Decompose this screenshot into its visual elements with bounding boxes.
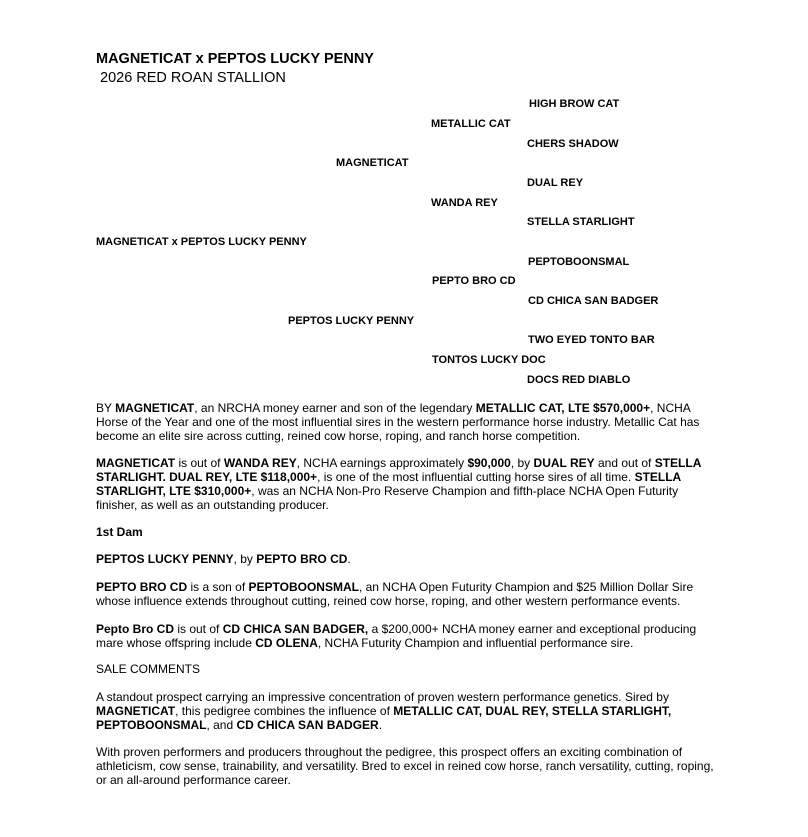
pedigree-subject: MAGNETICAT x PEPTOS LUCKY PENNY — [96, 236, 307, 248]
pedigree-sire-sire: METALLIC CAT — [431, 118, 511, 130]
pedigree-dam-dam-dam: DOCS RED DIABLO — [527, 374, 631, 386]
paragraph-sire-dam: MAGNETICAT is out of WANDA REY, NCHA earnings approximately $90,000, by DUAL REY and out of STELLA STARLIGHT. DUAL REY, LTE $118,000+, is one of the most influential cutting horse sires of all time. STELLA STARLIGHT, LTE $310,000+, was an NCHA Non-Pro Reserve Champion and fifth-place NCHA Open Futurity finisher, as well as an outstanding producer. — [96, 456, 701, 512]
pedigree-dam-dam-sire: TWO EYED TONTO BAR — [528, 334, 655, 346]
pedigree-sire-dam-dam: STELLA STARLIGHT — [527, 216, 635, 228]
pedigree-dam-dam: TONTOS LUCKY DOC — [432, 354, 546, 366]
paragraph-dam-sire-dam: Pepto Bro CD is out of CD CHICA SAN BADGER, a $200,000+ NCHA money earner and exceptional producing mare whose offspring include CD OLENA, NCHA Futurity Champion and influential performance sire. — [96, 622, 697, 650]
pedigree-dam-sire-dam: CD CHICA SAN BADGER — [528, 295, 659, 307]
pedigree-dam-sire-sire: PEPTOBOONSMAL — [528, 256, 630, 268]
pedigree-sire-sire-sire: HIGH BROW CAT — [529, 98, 620, 110]
sale-comments-heading: SALE COMMENTS — [96, 662, 201, 676]
pedigree-sire: MAGNETICAT — [336, 157, 409, 169]
paragraph-sire: BY MAGNETICAT, an NRCHA money earner and son of the legendary METALLIC CAT, LTE $570,000+, NCHA Horse of the Year and one of the most influential sires in the western performance horse industry. Metallic Cat has become an elite sire across cutting, reined cow horse, roping, and ranch horse competition. — [96, 401, 700, 443]
pedigree-dam: PEPTOS LUCKY PENNY — [288, 315, 415, 327]
paragraph-first-dam: PEPTOS LUCKY PENNY, by PEPTO BRO CD. — [96, 552, 351, 566]
pedigree-sire-dam-sire: DUAL REY — [527, 177, 584, 189]
paragraph-closing: With proven performers and producers throughout the pedigree, this prospect offers an exciting combination of athleticism, cow sense, trainability, and versatility. Bred to excel in reined cow horse, ranch versatility, cutting, roping, or an all-around performance career. — [96, 745, 714, 787]
page-title: MAGNETICAT x PEPTOS LUCKY PENNY — [96, 51, 374, 67]
pedigree-sire-dam: WANDA REY — [431, 197, 498, 209]
first-dam-heading: 1st Dam — [96, 525, 143, 539]
paragraph-dam-sire: PEPTO BRO CD is a son of PEPTOBOONSMAL, an NCHA Open Futurity Champion and $25 Million Dollar Sire whose influence extends throughout cutting, reined cow horse, roping, and other western performance events. — [96, 580, 694, 608]
page-subtitle: 2026 RED ROAN STALLION — [100, 70, 286, 86]
pedigree-dam-sire: PEPTO BRO CD — [432, 275, 516, 287]
pedigree-sire-sire-dam: CHERS SHADOW — [527, 138, 619, 150]
paragraph-sale-comments: A standout prospect carrying an impressive concentration of proven western performance genetics. Sired by MAGNETICAT, this pedigree combines the influence of METALLIC CAT, DUAL REY, STELLA STARLIGHT, PEPTOBOONSMAL, and CD CHICA SAN BADGER. — [96, 690, 672, 732]
